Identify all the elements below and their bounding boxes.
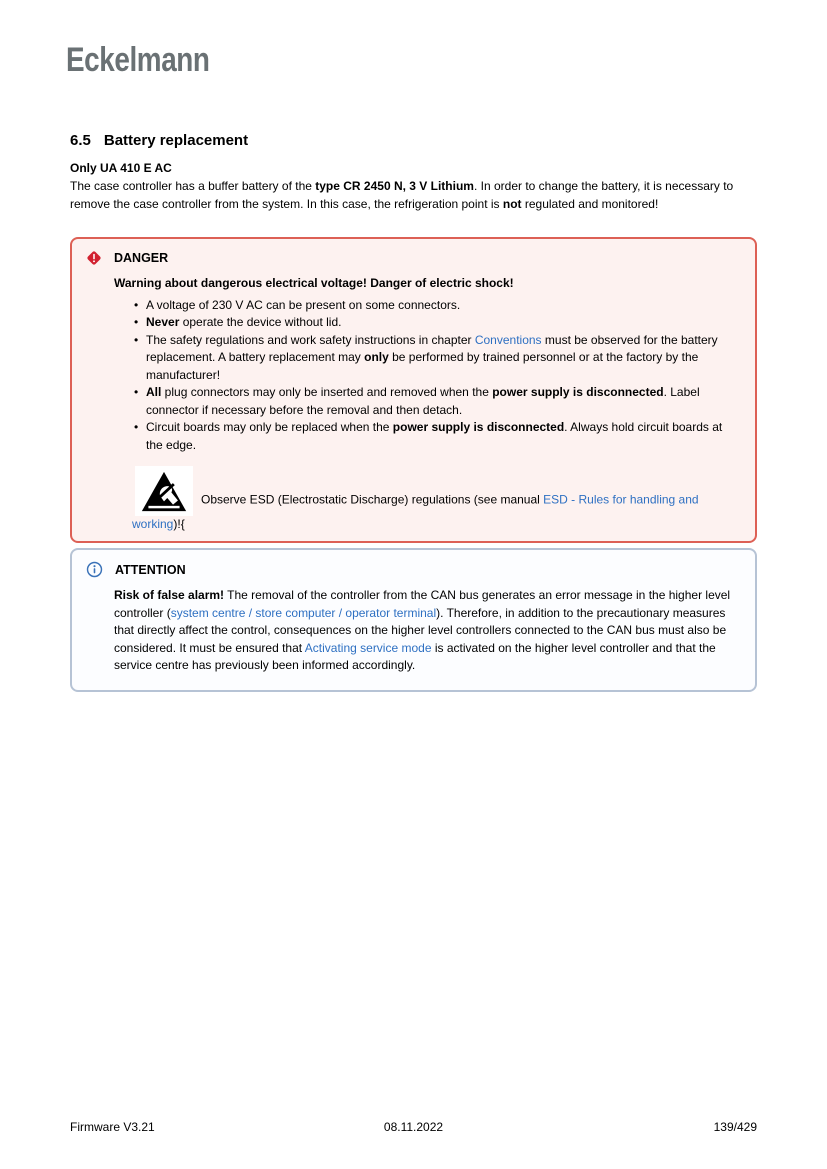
bullet-item: • Never operate the device without lid. <box>114 314 739 332</box>
danger-box-header <box>72 239 755 266</box>
inline-link[interactable]: Conventions <box>474 332 542 347</box>
bullet-item: • The safety regulations and work safety instructions in chapter Conventions must be observed for the battery replacement. A battery replacement may only be performed by trained personnel or at the factory by the manufacturer! <box>114 332 739 385</box>
danger-bullet-list <box>114 297 739 455</box>
footer-firmware-version: Firmware V3.21 <box>70 1120 155 1134</box>
attention-box-header <box>72 550 755 578</box>
section-number: 6.5 <box>70 132 91 149</box>
attention-box <box>70 548 757 692</box>
danger-box <box>70 237 757 543</box>
intro-paragraph: The case controller has a buffer battery of the type CR 2450 N, 3 V Lithium. In order to change the battery, it is necessary to remove the case controller from the system. In this case, the refrigeration point is not regulated and monitored! <box>70 179 734 211</box>
danger-content <box>72 266 755 534</box>
esd-triangle-hand-icon <box>135 466 193 516</box>
section-heading <box>70 132 248 149</box>
info-circle-icon <box>86 561 103 578</box>
eckelmann-logo: Eckelmann <box>66 41 210 79</box>
attention-body: Risk of false alarm! The removal of the controller from the CAN bus generates an error message in the higher level controller (system centre / store computer / operator terminal). Therefore, in addition to the precautionary measures that directly affect the control, consequences on the higher level controllers connected to the CAN bus must also be considered. It must be ensured that Activating service mode is activated on the higher level controller and that the service centre has previously been informed accordingly. <box>114 588 731 672</box>
footer-date: 08.11.2022 <box>383 1120 444 1134</box>
inline-link[interactable]: Activating service mode <box>304 640 432 655</box>
subheading: Only UA 410 E AC <box>70 161 172 175</box>
bullet-item: • All plug connectors may only be inserted and removed when the power supply is disconnected. Label connector if necessary before the removal and then detach. <box>114 384 739 419</box>
esd-note-text: Observe ESD (Electrostatic Discharge) regulations (see manual ESD - Rules for handling and working)!{ <box>132 492 699 531</box>
footer <box>70 1120 757 1134</box>
danger-label: DANGER <box>114 251 169 265</box>
attention-label: ATTENTION <box>115 562 186 577</box>
section-title: Battery replacement <box>103 132 249 149</box>
bullet-item: • A voltage of 230 V AC can be present on some connectors. <box>114 297 739 315</box>
inline-link[interactable]: system centre / store computer / operator terminal <box>170 605 437 620</box>
bullet-item: • Circuit boards may only be replaced when the power supply is disconnected. Always hold circuit boards at the edge. <box>114 419 739 454</box>
esd-note <box>132 466 739 534</box>
footer-page-number: 139/429 <box>713 1120 757 1134</box>
danger-diamond-exclamation-icon <box>86 250 102 266</box>
inline-link[interactable]: ESD - Rules for handling and working <box>132 492 699 531</box>
danger-headline: Warning about dangerous electrical voltage! Danger of electric shock! <box>114 276 514 290</box>
